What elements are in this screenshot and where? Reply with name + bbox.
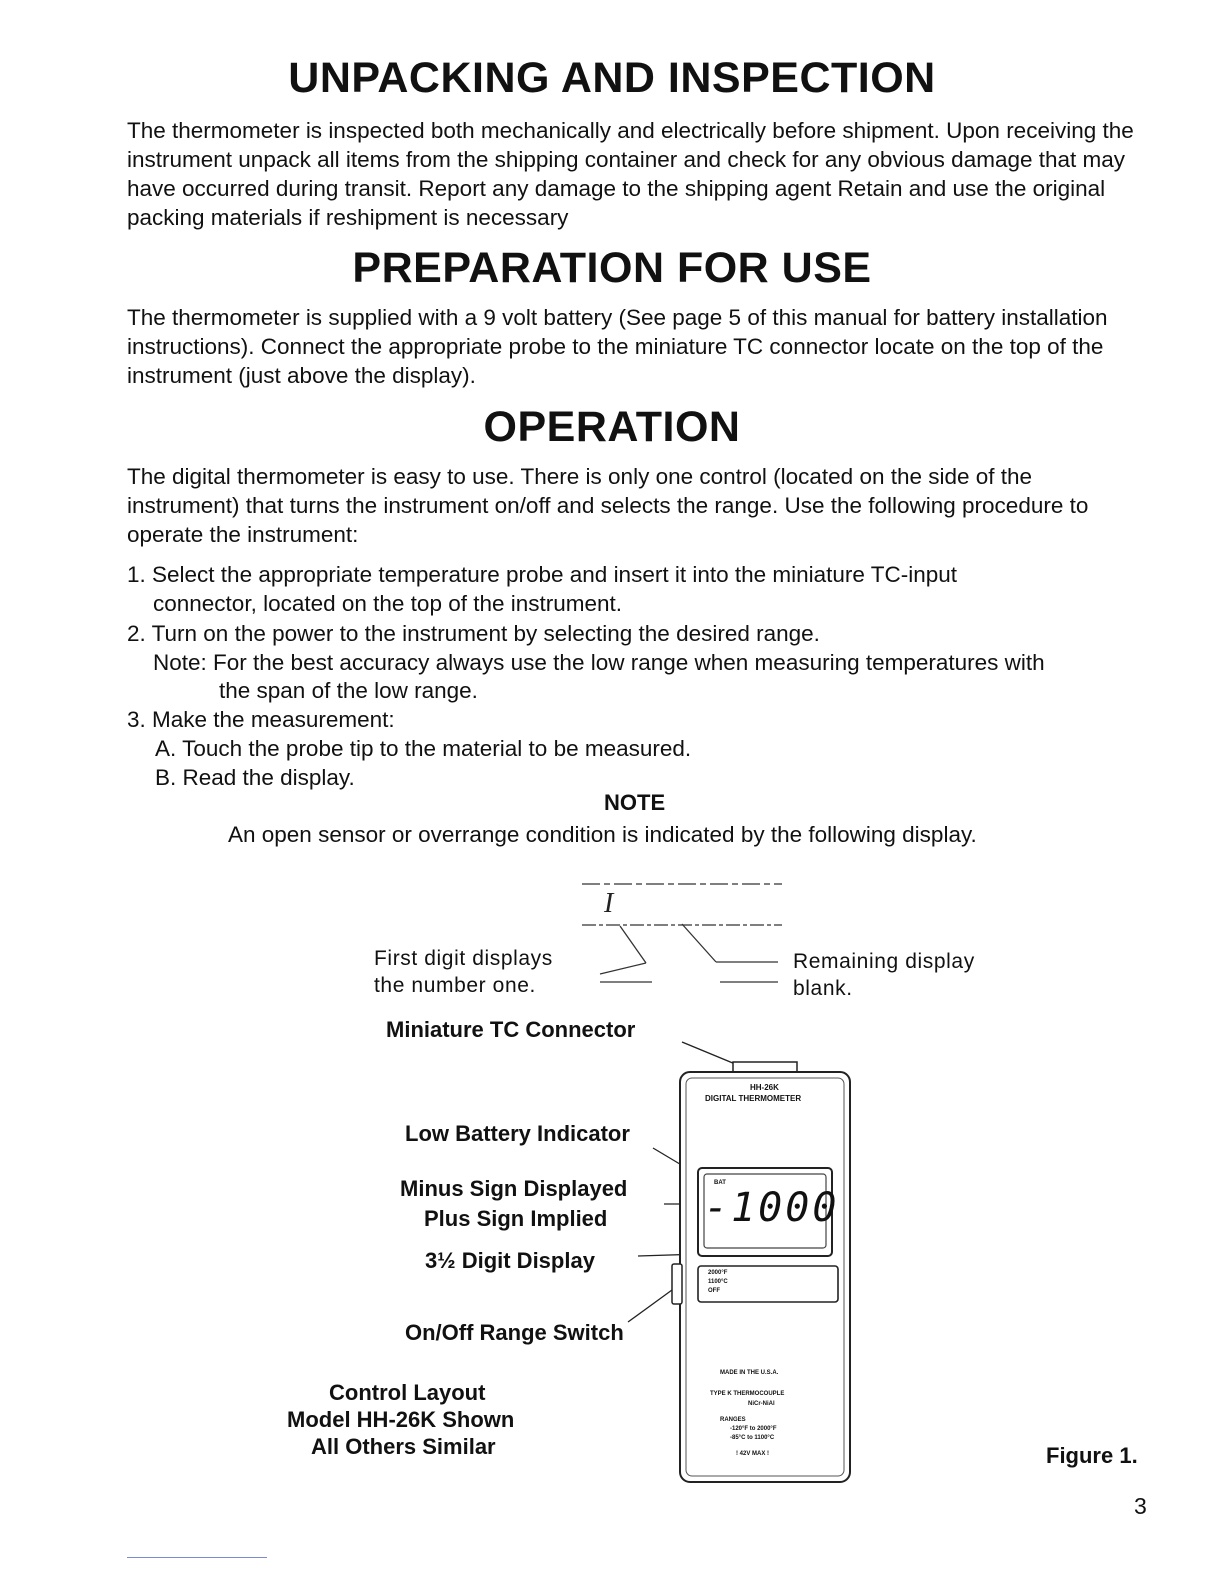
plus-sign-label: Plus Sign Implied xyxy=(424,1206,608,1231)
digit-display-label: 3½ Digit Display xyxy=(425,1248,595,1273)
unpacking-body: The thermometer is inspected both mechanically and electrically before shipment. Upon receiving the instrument unpack all items from the shipping container and check for any obvious damage that may have occurred during transit. Report any damage to the shipping agent Retain and use the original packing materials if reshipment is necessary xyxy=(127,118,1134,230)
operation-body: The digital thermometer is easy to use. There is only one control (located on the side of the instrument) that turns the instrument on/off and selects the range. Use the following procedure to operate the instrument: xyxy=(127,464,1089,547)
switch-position-2: 1100°C xyxy=(708,1279,728,1285)
device-warning: ! 42V MAX ! xyxy=(736,1451,770,1457)
step-3-line-1: 3. Make the measurement: xyxy=(127,707,395,732)
switch-position-1: 2000°F xyxy=(708,1270,728,1276)
preparation-body: The thermometer is supplied with a 9 volt battery (See page 5 of this manual for battery installation instructions). Connect the appropriate probe to the miniature TC connector locate on the top of the instrument (just above the display). xyxy=(127,305,1108,388)
device-range-2: -85°C to 1100°C xyxy=(730,1435,775,1441)
note-line-2: the span of the low range. xyxy=(219,678,478,703)
switch-position-3: OFF xyxy=(708,1288,720,1294)
device-type-1: TYPE K THERMOCOUPLE xyxy=(710,1391,785,1397)
footer-rule xyxy=(127,1557,267,1558)
low-battery-label: Low Battery Indicator xyxy=(405,1121,630,1146)
step-1-line-2: connector, located on the top of the instrument. xyxy=(153,591,623,616)
operation-heading: OPERATION xyxy=(483,403,741,451)
remaining-label-2: blank. xyxy=(793,977,853,1000)
connector-label: Miniature TC Connector xyxy=(386,1017,636,1042)
low-battery-indicator: BAT xyxy=(714,1180,726,1186)
overrange-diagram xyxy=(560,870,800,1000)
step-2-line-1: 2. Turn on the power to the instrument by selecting the desired range. xyxy=(127,621,820,646)
device-model: HH-26K xyxy=(750,1083,779,1092)
remaining-label-1: Remaining display xyxy=(793,950,975,973)
note-heading: NOTE xyxy=(604,790,666,815)
page-number: 3 xyxy=(1134,1493,1147,1519)
figure-label: Figure 1. xyxy=(1046,1443,1138,1468)
step-1-line-1: 1. Select the appropriate temperature probe and insert it into the miniature TC-input xyxy=(127,562,958,587)
display-reading: -1000 xyxy=(704,1185,840,1231)
range-switch-label: On/Off Range Switch xyxy=(405,1320,624,1345)
step-3-a: A. Touch the probe tip to the material to be measured. xyxy=(155,736,692,761)
first-digit-label-1: First digit displays xyxy=(374,947,553,970)
device-subtitle: DIGITAL THERMOMETER xyxy=(705,1094,802,1103)
device-type-2: NiCr-NiAl xyxy=(748,1401,775,1407)
caption-line-2: Model HH-26K Shown xyxy=(287,1407,515,1432)
minus-sign-label: Minus Sign Displayed xyxy=(400,1176,628,1201)
caption-line-1: Control Layout xyxy=(329,1380,486,1405)
preparation-heading: PREPARATION FOR USE xyxy=(352,244,872,292)
unpacking-heading: UNPACKING AND INSPECTION xyxy=(288,54,936,102)
caption-line-3: All Others Similar xyxy=(311,1434,496,1459)
overrange-digit: I xyxy=(604,888,614,919)
device-range-1: -120°F to 2000°F xyxy=(730,1426,777,1432)
first-digit-label-2: the number one. xyxy=(374,974,536,997)
step-3-b: B. Read the display. xyxy=(155,765,355,790)
device-ranges: RANGES xyxy=(720,1417,746,1423)
note-text: An open sensor or overrange condition is indicated by the following display. xyxy=(228,822,977,847)
device-made-in: MADE IN THE U.S.A. xyxy=(720,1370,779,1376)
note-line-1: Note: For the best accuracy always use the low range when measuring temperatures with xyxy=(153,650,1045,675)
